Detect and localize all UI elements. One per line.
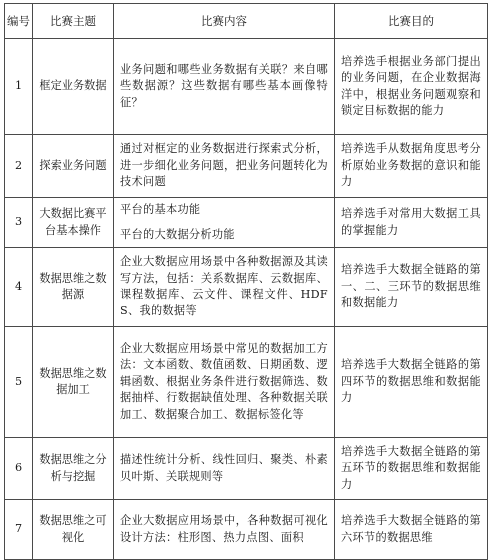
header-topic: 比赛主题 (33, 4, 114, 39)
row-content: 企业大数据应用场景中，各种数据可视化设计方法：柱形图、热力点图、面积 (114, 500, 335, 560)
table-row (5, 135, 488, 198)
row-content (114, 198, 335, 248)
row-topic: 数据思维之数据加工 (33, 327, 114, 438)
row-content: 业务问题和哪些业务数据有关联？来自哪些数据源？这些数据有哪些基本画像特征？ (114, 39, 335, 135)
row-topic: 探索业务问题 (33, 135, 114, 198)
row-num: 3 (5, 198, 33, 248)
row-num: 5 (5, 327, 33, 438)
row-goal: 培养选手大数据全链路的第四环节的数据思维和数据能力 (335, 327, 488, 438)
row-goal: 培养选手大数据全链路的第五环节的数据思维和数据能力 (335, 438, 488, 500)
row-num: 1 (5, 39, 33, 135)
row-content: 通过对框定的业务数据进行探索式分析，进一步细化业务问题，把业务问题转化为技术问题 (114, 135, 335, 198)
row-num: 7 (5, 500, 33, 560)
row-num: 4 (5, 248, 33, 327)
table-row (5, 39, 488, 135)
content-line: 平台的大数据分析功能 (120, 227, 235, 241)
row-topic: 大数据比赛平台基本操作 (33, 198, 114, 248)
row-goal: 培养选手从数据角度思考分析原始业务数据的意识和能力 (335, 135, 488, 198)
row-topic: 框定业务数据 (33, 39, 114, 135)
row-num: 2 (5, 135, 33, 198)
row-content: 企业大数据应用场景中各种数据源及其读写方法，包括：关系数据库、云数据库、课程数据库、云文件、课程文件、HDFS、我的数据等 (114, 248, 335, 327)
row-content: 描述性统计分析、线性回归、聚类、朴素贝叶斯、关联规则等 (114, 438, 335, 500)
competition-table (4, 3, 488, 560)
table-row (5, 327, 488, 438)
row-num: 6 (5, 438, 33, 500)
row-content: 企业大数据应用场景中常见的数据加工方法：文本函数、数值函数、日期函数、逻辑函数、根据业务条件进行数据筛选、数据抽样、行数据缺值处理、各种数据关联加工、数据聚合加工、数据标签化等 (114, 327, 335, 438)
header-content: 比赛内容 (114, 4, 335, 39)
content-line: 平台的基本功能 (120, 203, 201, 217)
row-topic: 数据思维之数据源 (33, 248, 114, 327)
header-num: 编号 (5, 4, 33, 39)
table-header-row (5, 4, 488, 39)
row-topic: 数据思维之分析与挖掘 (33, 438, 114, 500)
row-goal: 培养选手大数据全链路的第六环节的数据思维 (335, 500, 488, 560)
table-row (5, 248, 488, 327)
row-goal: 培养选手对常用大数据工具的掌握能力 (335, 198, 488, 248)
table-row (5, 198, 488, 248)
row-goal: 培养选手根据业务部门提出的业务问题，在企业数据海洋中，根据业务问题观察和锁定目标数据的能力 (335, 39, 488, 135)
table-row (5, 500, 488, 560)
header-goal: 比赛目的 (335, 4, 488, 39)
table-row (5, 438, 488, 500)
row-topic: 数据思维之可视化 (33, 500, 114, 560)
row-goal: 培养选手大数据全链路的第一、二、三环节的数据思维和数据能力 (335, 248, 488, 327)
